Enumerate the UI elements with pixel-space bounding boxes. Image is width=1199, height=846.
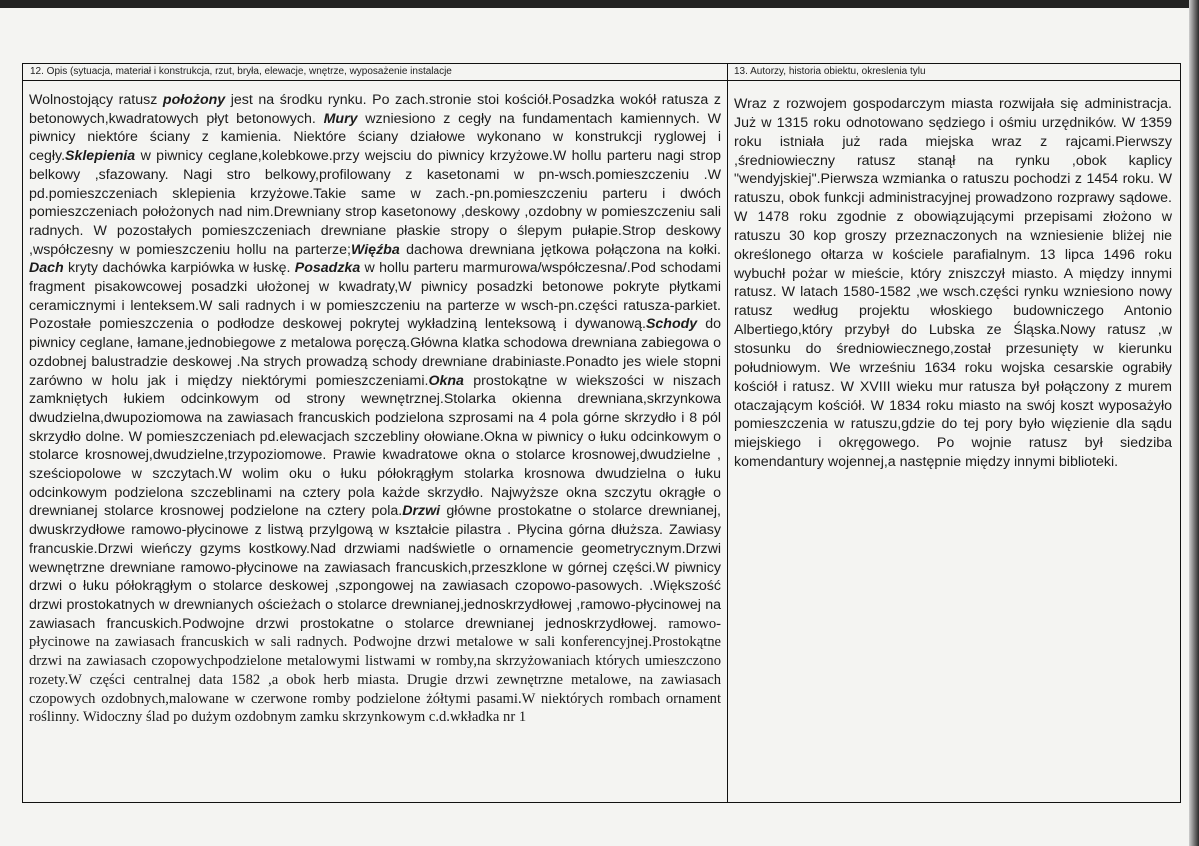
text-segment: w piwnicy ceglane,kolebkowe.przy wejsciu do piwnicy krzyżowe.W hollu parteru nagi strop belkowy ,sfazowany. Nagi stro belkowy,profilowany z kasetonami w pn-wsch.pomieszczeniu .W pd.pomieszczeniach sklepienia krzyżowe.Takie same w zach.-pn.pomieszczeniu parteru i dwóch pomieszczeniach położonych nad nim.Drewniany strop kasetonowy ,deskowy ,ozdobny w pomieszczeniu sali radnych. W pozostałych pomieszczeniach drewniane płaskie stropy o ślepym pułapie.Strop deskowy ,współczesny w pomieszczeniu hollu na parterze; — [29, 148, 721, 258]
keyword-sklepienia: Sklepienia — [65, 148, 136, 165]
text-segment: jest na środku rynku. Po zach.stronie stoi kościół.Posadzka wokół ratusza z betonowych,kwadratowych płyt betonowych. — [29, 92, 721, 127]
section-12-header: 12. Opis (sytuacja, materiał i konstrukcja, rzut, bryła, elewacje, wnętrze, wyposażenie instalacje — [30, 66, 452, 77]
keyword-dach: Dach — [29, 260, 64, 277]
form-table — [22, 63, 1181, 803]
text-segment: do piwnicy ceglane, łamane,jednobiegowe z metalowa poręczą.Główna klatka schodowa drewniana zabiegowa o ozdobnej balustradzie deskowej .Na strych prowadzą schody drewniane drabiniaste.Ponadto jes wiele stopni zarówno w holu jak i między niektórymi pomieszczeniami. — [29, 316, 721, 389]
text-segment: w hollu parteru marmurowa/współczesna/.Pod schodami fragment pisakowcowej posadzki ułożonej w kwadraty,W piwnicy posadzki betonowe pokryte płytkami ceramicznymi i lenteksem.W sali radnych i w pomieszczeniu na parterze w wsch-pn.części ratusza-parkiet. Pozostałe pomieszczenia o podłodze deskowej pokrytej wykładziną lenteksową i dywanową. — [29, 260, 721, 333]
keyword-okna: Okna — [428, 372, 464, 389]
text-segment: dachowa drewniana jętkowa połączona na kołki. — [399, 241, 721, 258]
column-divider — [727, 64, 728, 802]
text-segment: prostokątne w wiekszości w niszach zamkniętych łukiem odcinkowym od strony wewnętrznej.Stolarka okienna drewniana,skrzynkowa dwudzielna,dwupoziomowa na zawiasach francuskich podzielona szprosami na 4 pola górne skrzydło i 8 pól skrzydło dolne. W pomieszczeniach pd.elewacjach szczebliny ołowiane.Okna w piwnicy o łuku odcinkowym o stolarce krosnowej,dwudzielne,trzypoziomowe. Prawie kwadratowe okna o stolarce krosnowej,dwudzielne , sześciopolowe w szczytach.W wolim oku o łuku półokrągłym stolarka krosnowa dwudzielna o łuku odcinkowym podzielona szczeblinami na cztery pola każde skrzydło. Najwyższe okna szczytu okrągłe o drewnianej stolarce krosnowej podzielone na cztery pola. — [29, 372, 721, 520]
keyword-drzwi: Drzwi — [402, 503, 441, 520]
section-12-description — [29, 91, 721, 727]
text-segment-serif: ramowo-płycinowe na zawiasach francuskich w sali radnych. Podwojne drzwi metalowe w sali konferencyjnej.Prostokątne drzwi na zawiasach czopowychpodzielone metalowymi listwami w romby,na skrzyżowaniach których umieszczono rozety.W części centralnej data 1582 ,a obok herb miasta. Drugie drzwi zewnętrzne metalowe, na zawiasach czopowych ozdobnych,malowane w czerwone romby podzielone żółtymi pasami.W niektórych rombach ornament roślinny. Widoczny ślad po dużym ozdobnym zamku skrzynkowym c.d.wkładka nr 1 — [29, 615, 721, 726]
scan-right-edge — [1189, 0, 1199, 846]
section-13-history: Wraz z rozwojem gospodarczym miasta rozwijała się administracja. Już w 1315 roku odnotowano sędziego i ośmiu urzędników. W 1359 roku istniała już rada miejska wraz z rajcami.Pierwszy ,średniowieczny ratusz stanął na rynku ,obok kaplicy "wendyjskiej".Pierwsza wzmianka o ratuszu pochodzi z 1454 roku. W ratuszu, obok funkcji administracyjnej prowadzono rozprawy sądowe. W 1478 roku zgodnie z obowiązującymi przepisami złożono w ratuszu 30 kop groszy przeznaczonych na wzniesienie bliżej nie określonego ołtarza w kościele parafialnym. 13 lipca 1496 roku wybuchł pożar w mieście, który zniszczył miasto. A między innymi ratusz. W latach 1580-1582 ,we wsch.części rynku wzniesiono nowy ratusz według projektu włoskiego budowniczego Antonio Albertiego,który przybył do Lubska ze Śląska.Nowy ratusz ,w stosunku do średniowiecznego,został przesunięty w kierunku południowym. We wrześniu 1634 roku wojska cesarskie ograbiły kościół i ratusz. W XVIII wieku mur ratusza był połączony z murem otaczającym kościół. W 1834 roku miasto na swój koszt wyposażyło pomieszczenia w ratuszu,gdzie do tej pory było więzienie dla sądu miejskiego i okręgowego. Po wojnie ratusz był siedziba komendantury wojennej,a następnie między innymi biblioteki. — [734, 96, 1172, 471]
keyword-schody: Schody — [645, 316, 698, 333]
text-segment: wzniesiono z cegły na fundamentach kamiennych. W piwnicy niektóre ściany z kamienia. Niektóre ściany działowe wykonano w konstrukcji ryglowej i cegły. — [29, 110, 721, 165]
scan-top-edge — [0, 0, 1199, 8]
keyword-wiezba: Więźba — [350, 241, 400, 258]
header-rule — [23, 80, 1180, 81]
keyword-polozony: położony — [162, 92, 226, 108]
text-segment: główne prostokatne o stolarce drewnianej, dwuskrzydłowe ramowo-płycinowe z listwą przylgową w kształcie pilastra . Płycina górna dłuższa. Zawiasy francuskie.Drzwi wieńczy gzyms kostkowy.Nad drzwiami nadświetle o ornamencie geometrycznym.Drzwi wewnętrzne drewniane ramowo-płycinowe na zawiasach francuskich,przeszklone w górnej części.W piwnicy drzwi o łuku półokrągłym o stolarce deskowej ,szpongowej na zawiasach czopowo-pasowych. .Większość drzwi prostokatnych w drewnianych ościeżach o stolarce drewnianej,jednoskrzydłowej ,ramowo-płycinowej na zawiasach francuskich.Podwojne drzwi prostokatne o stolarce drewnianej jednoskrzydłowej. — [29, 503, 721, 632]
keyword-posadzka: Posadzka — [294, 260, 361, 277]
section-13-header: 13. Autorzy, historia obiektu, okreslenia tylu — [734, 66, 926, 77]
keyword-mury: Mury — [323, 110, 358, 127]
text-segment: Wolnostojący ratusz — [29, 92, 163, 108]
text-segment: kryty dachówka karpiówka w łuskę. — [63, 260, 295, 277]
